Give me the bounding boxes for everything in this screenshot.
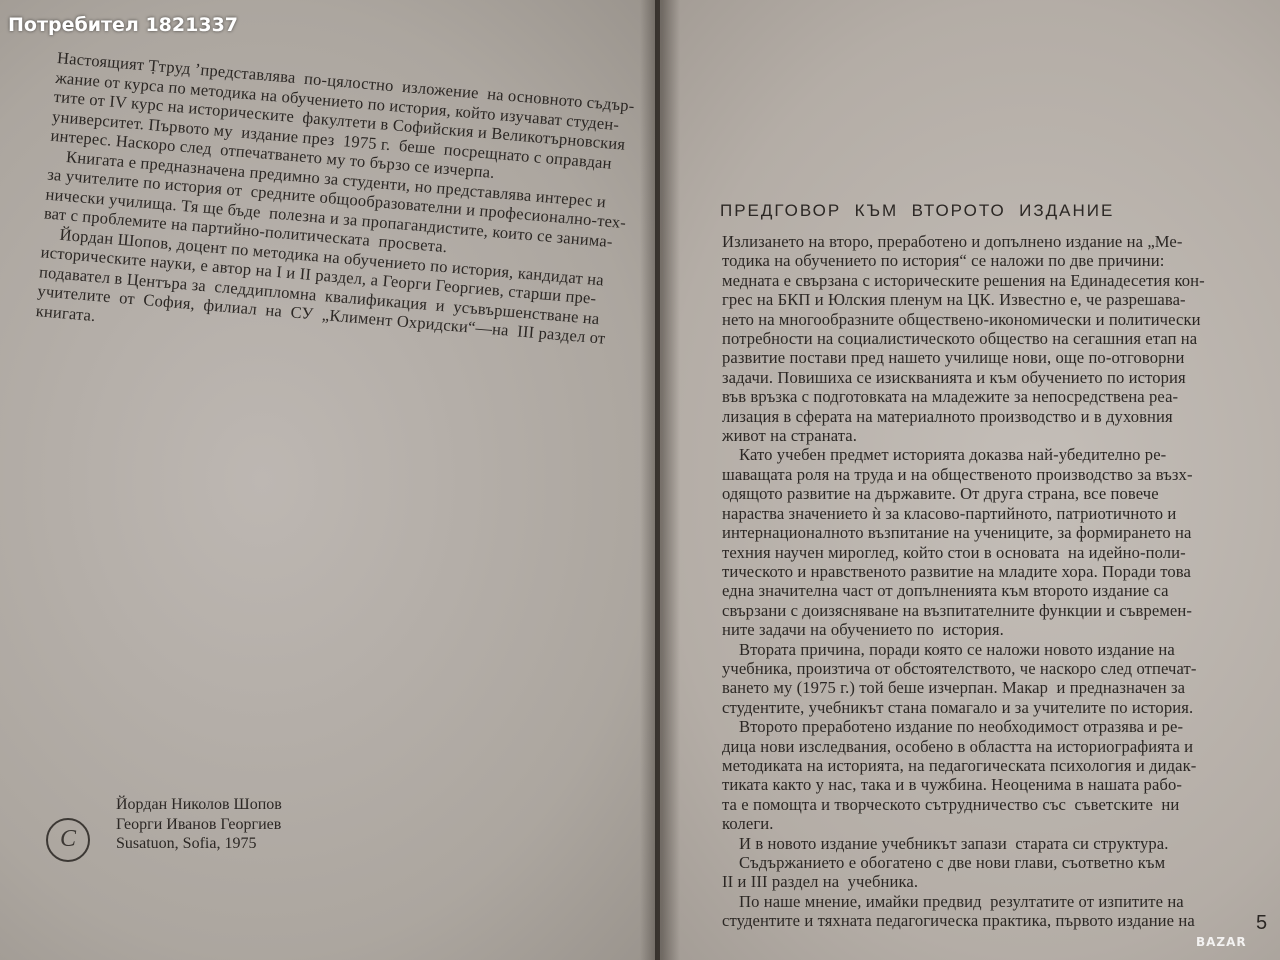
left-page-text: Настоящият Ṭтруд ʼпредставлява по-цялостно изложение на основното съдър- жание от курса по методика на обучението по история, който изучават студен- тите от IV курс на историческите факултети в Софийския и Великотърновския университет. Първото му издание през 1975 г. беше посрещнато с оправдан интерес. Наскоро след отпечатването му то бързо се изчерпа. Книгата е предназначена предимно за студенти, но представлява интерес и за учителите по история от средните общообразователни и професионално-тех- нически училища. Тя ще бъде полезна и за пропагандистите, които се занима- ват с проблемите на партийно-политическата просвета. Йордан Шопов, доцент по методика на обучението по история, кандидат на историческите науки, е автор на I и II раздел, а Георги Георгиев, старши пре- подавател в Центъра за следдипломна квалификация и усъвършенстване на учителите от София, филиал на СУ „Климент Охридски“—на III раздел от книгата. [35, 48, 636, 348]
watermark-logo: BAZAR [1196, 935, 1247, 949]
copyright-icon: C [46, 818, 90, 862]
copyright-lines: Йордан Николов Шопов Георги Иванов Георгиев Susatuon, Sofia, 1975 [116, 796, 282, 852]
preface-title: ПРЕДГОВОР КЪМ ВТОРОТО ИЗДАНИЕ [720, 201, 1115, 220]
page-number: 5 [1256, 912, 1268, 934]
watermark-username: Потребител 1821337 [8, 14, 239, 36]
book-gutter [640, 0, 680, 960]
preface-text: Излизането на второ, преработено и допълнено издание на „Ме- тодика на обучението по история“ се наложи по две причини: медната е свързана с историческите решения на Единадесетия кон- грес на БКП и Юлския пленум на ЦК. Известно е, че разрешава- нето на многообразните обществено-икономически и политически потребности на социалистическото общество на сегашния етап на развитие постави пред нашето училище нови, още по-отговорни задачи. Повишиха се изискванията и към обучението по история във връзка с подготовката на младежите за непосредствена реа- лизация в сферата на материалното производство и в духовния живот на страната. Като учебен предмет историята доказва най-убедително ре- шаващата роля на труда и на общественото производство за възх- одящото развитие на държавите. От друга страна, все повече нараства значението ѝ за класово-партийното, патриотичното и интернационалното възпитание на учениците, за формирането на техния научен мироглед, който стои в основата на идейно-поли- тическото и нравственото развитие на младите хора. Поради това една значителна част от допълненията към второто издание са свързани с доизясняване на възпитателните функции и съвремен- ните задачи на обучението по история. Втората причина, поради която се наложи новото издание на учебника, произтича от обстоятелството, че наскоро след отпечат- ването му (1975 г.) той беше изчерпан. Макар и предназначен за студентите, учебникът стана помагало и за учителите по история. Второто преработено издание по необходимост отразява и ре- дица нови изследвания, особено в областта на историографията и методиката на историята, на педагогическата психология и дидак- тиката както у нас, така и в чужбина. Неоценима в нашата рабо- та е помощта и творческото сътрудничество със съветските ни колеги. И в новото издание учебникът запази старата си структура. Съдържанието е обогатено с две нови глави, съответно към II и III раздел на учебника. По наше мнение, имайки предвид резултатите от изпитите на студентите и тяхната педагогическа практика, първото издание на [722, 232, 1205, 931]
